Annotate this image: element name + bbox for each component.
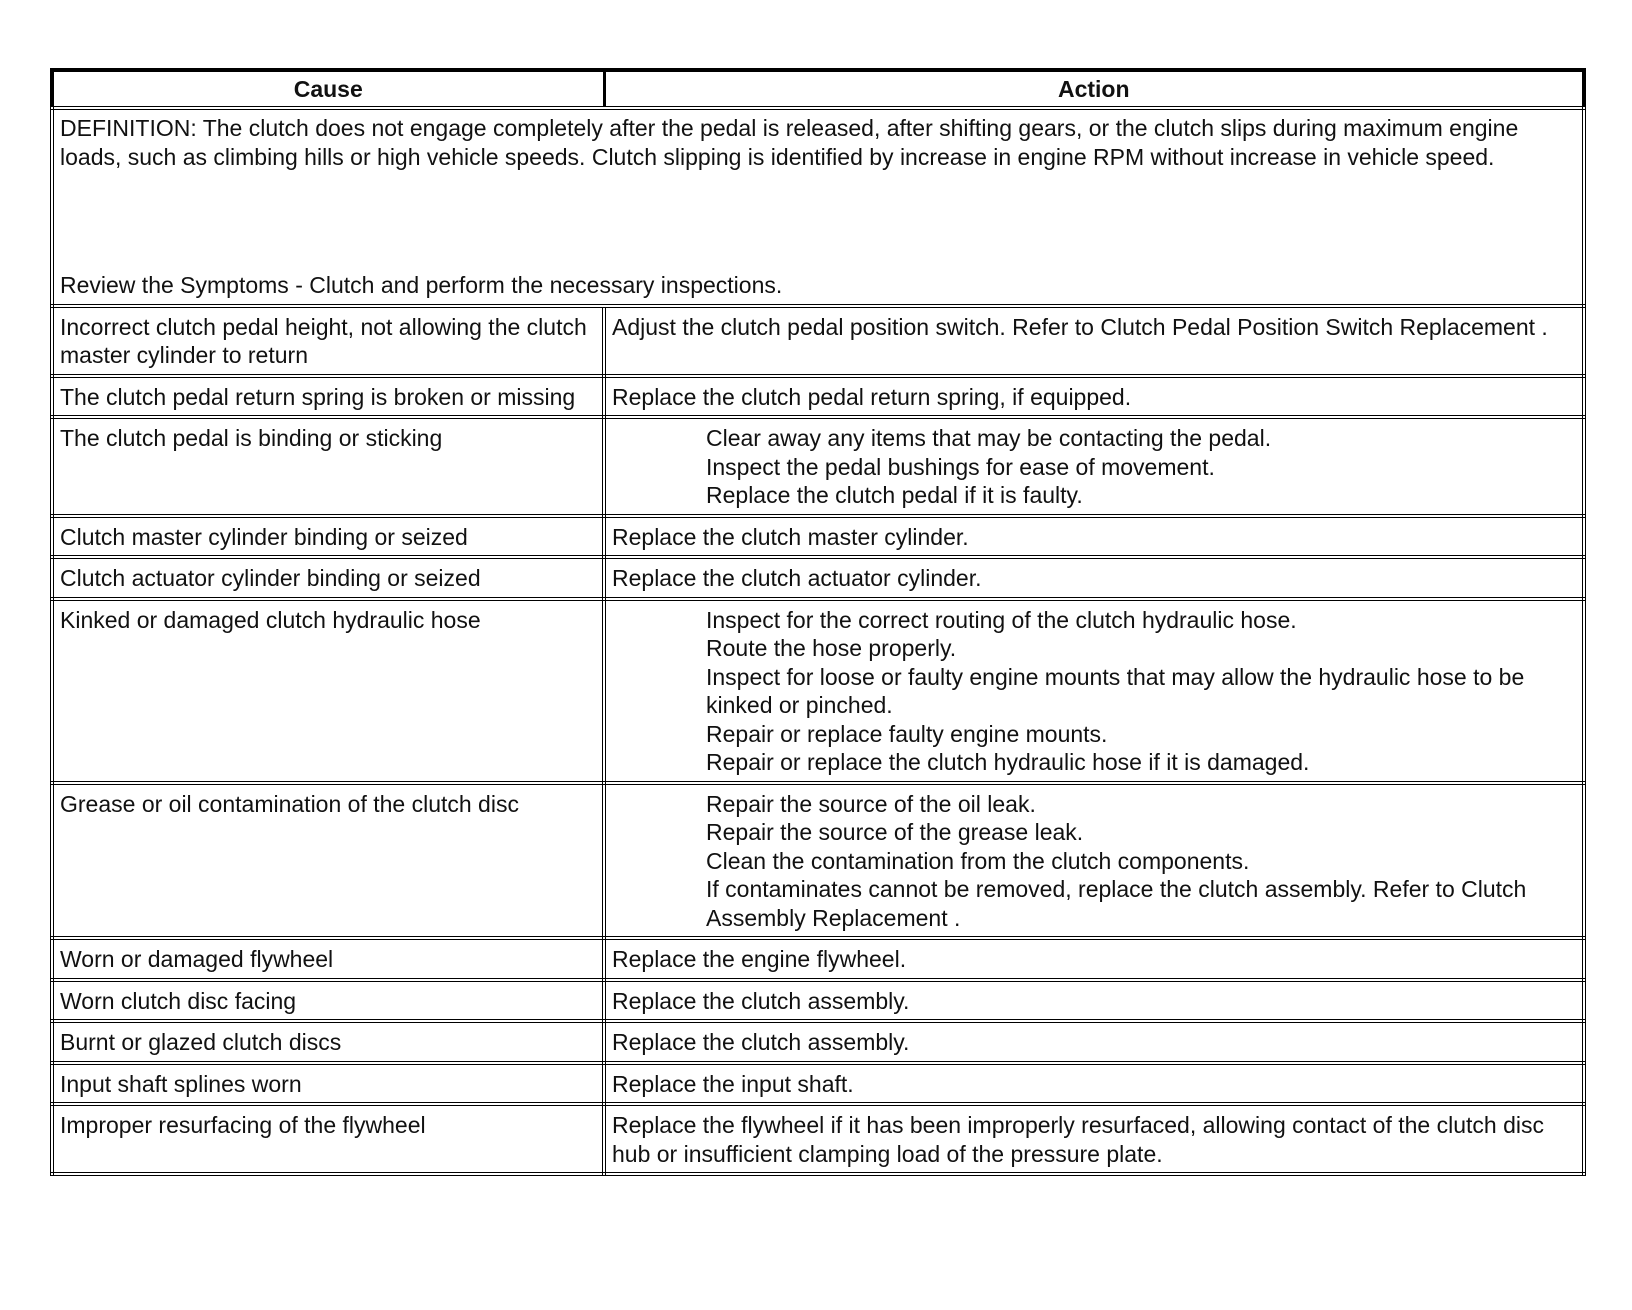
action-step: Inspect for loose or faulty engine mounts that may allow the hydraulic hose to be kinked or pinched. xyxy=(706,663,1525,718)
table-row xyxy=(52,516,1584,558)
action-step: Replace the clutch pedal if it is faulty. xyxy=(706,482,1083,508)
table-row xyxy=(52,1021,1584,1063)
header-row xyxy=(52,70,1584,108)
action-header: Action xyxy=(604,70,1584,108)
action-step: Inspect the pedal bushings for ease of movement. xyxy=(706,453,1215,480)
action-step: If contaminates cannot be removed, replace the clutch assembly. Refer to Clutch Assembly Replacement . xyxy=(706,876,1527,931)
action-step: Inspect for the correct routing of the clutch hydraulic hose. xyxy=(706,606,1297,633)
definition-cell xyxy=(52,108,1584,306)
review-text: Review the Symptoms - Clutch and perform the necessary inspections. xyxy=(60,272,783,298)
table-row xyxy=(52,1063,1584,1105)
cause-cell: Worn clutch disc facing xyxy=(52,980,604,1022)
cause-cell: The clutch pedal is binding or sticking xyxy=(52,417,604,516)
action-step: Clear away any items that may be contacting the pedal. xyxy=(706,425,1272,451)
table-row xyxy=(52,306,1584,376)
action-cell: Replace the clutch assembly. xyxy=(604,1021,1584,1063)
table-row xyxy=(52,599,1584,783)
table-row xyxy=(52,1104,1584,1174)
action-step: Route the hose properly. xyxy=(706,635,957,661)
cause-cell: Clutch master cylinder binding or seized xyxy=(52,516,604,558)
cause-cell: Grease or oil contamination of the clutch disc xyxy=(52,783,604,939)
action-cell: Replace the engine flywheel. xyxy=(604,938,1584,980)
cause-cell: Incorrect clutch pedal height, not allowing the clutch master cylinder to return xyxy=(52,306,604,376)
table-row xyxy=(52,557,1584,599)
cause-cell: Clutch actuator cylinder binding or seized xyxy=(52,557,604,599)
cause-cell: Burnt or glazed clutch discs xyxy=(52,1021,604,1063)
action-cell: Replace the clutch master cylinder. xyxy=(604,516,1584,558)
cause-cell: Improper resurfacing of the flywheel xyxy=(52,1104,604,1174)
cause-cell: Input shaft splines worn xyxy=(52,1063,604,1105)
table-row xyxy=(52,417,1584,516)
table-row xyxy=(52,938,1584,980)
cause-cell: Kinked or damaged clutch hydraulic hose xyxy=(52,599,604,783)
action-cell: Replace the flywheel if it has been improperly resurfaced, allowing contact of the clutch disc hub or insufficient clamping load of the pressure plate. xyxy=(604,1104,1584,1174)
table-row xyxy=(52,376,1584,418)
action-step: Repair or replace faulty engine mounts. xyxy=(706,720,1108,747)
action-cell: Replace the input shaft. xyxy=(604,1063,1584,1105)
action-steps-cell xyxy=(604,417,1584,516)
clutch-diagnostic-table xyxy=(50,68,1586,1176)
cause-cell: Worn or damaged flywheel xyxy=(52,938,604,980)
action-steps-cell xyxy=(604,599,1584,783)
action-cell: Replace the clutch actuator cylinder. xyxy=(604,557,1584,599)
action-step: Repair or replace the clutch hydraulic hose if it is damaged. xyxy=(706,749,1310,775)
action-steps-cell xyxy=(604,783,1584,939)
table-row xyxy=(52,980,1584,1022)
action-step: Repair the source of the grease leak. xyxy=(706,819,1084,845)
definition-row xyxy=(52,108,1584,306)
action-cell: Replace the clutch pedal return spring, if equipped. xyxy=(604,376,1584,418)
cause-cell: The clutch pedal return spring is broken or missing xyxy=(52,376,604,418)
action-cell: Adjust the clutch pedal position switch. Refer to Clutch Pedal Position Switch Replacement . xyxy=(604,306,1584,376)
action-cell: Replace the clutch assembly. xyxy=(604,980,1584,1022)
definition-text: DEFINITION: The clutch does not engage completely after the pedal is released, after shifting gears, or the clutch slips during maximum engine loads, such as climbing hills or high vehicle speeds. Clutch slipping is identified by increase in engine RPM without increase in vehicle speed. xyxy=(60,115,1519,170)
table-row xyxy=(52,783,1584,939)
action-step: Repair the source of the oil leak. xyxy=(706,790,1036,817)
action-step: Clean the contamination from the clutch components. xyxy=(706,847,1250,874)
cause-header: Cause xyxy=(52,70,604,108)
